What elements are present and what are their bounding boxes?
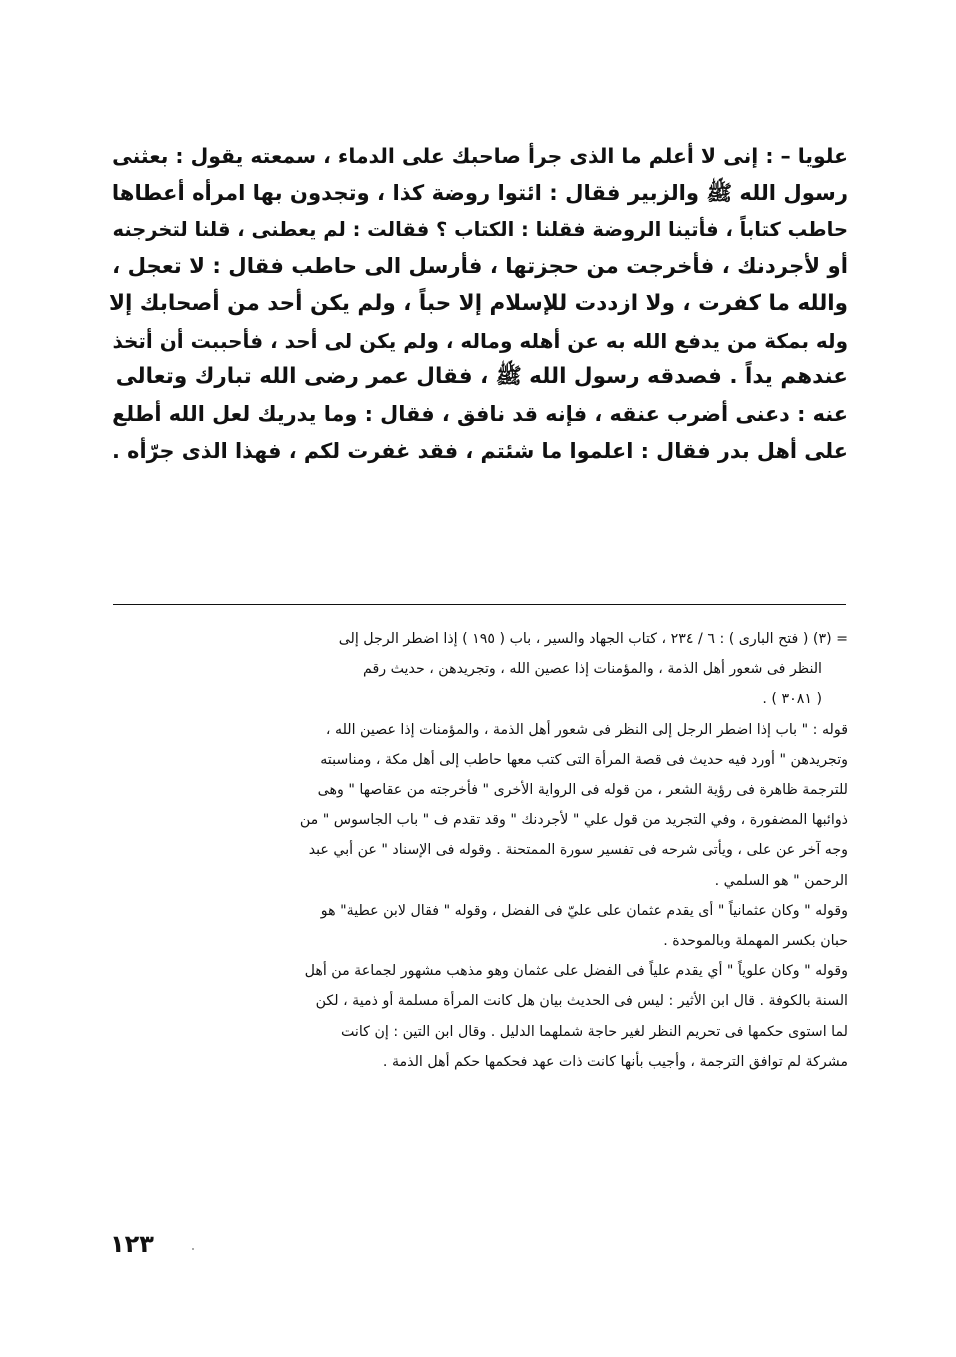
main-text-line: حاطب كتاباً ، فأتينا الروضة فقلنا : الكتاب ؟ فقالت : لم يعطنى ، قلنا لتخرجنه	[112, 217, 848, 241]
footnote-line: = (٣) ( فتح البارى ) : ٦ / ٢٣٤ ، كتاب الجهاد والسير ، باب ( ١٩٥ ) إذا اضطر الرجل إلى	[338, 631, 848, 647]
footnote-commentary	[108, 956, 848, 1077]
page-number: ١٢٣	[110, 1230, 154, 1258]
footnote-line: وقوله " وكان علوياً " أي يقدم علياً فى الفضل على عثمان وهو مذهب مشهور لجماعة من أهل	[304, 963, 848, 980]
footnote-line: لما استوى حكمها فى تحريم النظر لغير حاجة شملهما الدليل . وقال ابن التين : إن كانت	[340, 1023, 848, 1040]
footnote-line: النظر فى شعور أهل الذمة ، والمؤمنات إذا عصين الله ، وتجريدهن ، حديث رقم	[363, 661, 822, 678]
footnote-line: مشركة لم توافق الترجمة ، وأجيب بأنها كانت ذات عهد فحكمها حكم أهل الذمة .	[382, 1053, 848, 1070]
scan-speck	[192, 1248, 194, 1250]
main-text-line: عنه : دعنى أضرب عنقه ، فإنه قد نافق ، فقال : وما يدريك لعل الله أطلع	[112, 402, 848, 427]
main-text-line: علويا – : إنى لا أعلم ما الذى جرأ صاحبك على الدماء ، سمعته يقول : بعثنى	[112, 144, 848, 168]
footnote-line: وتجريدهن " أورد فيه حديث فى قصة المرأة التى كتب معها حاطب إلى أهل مكة ، ومناسبته	[320, 751, 848, 768]
main-text-line: أو لأجردنك ، فأخرجت من حجزتها ، فأرسل الى حاطب فقال : لا تعجل ،	[112, 253, 848, 279]
main-text-block	[108, 138, 848, 470]
footnote-commentary	[108, 896, 848, 956]
footnote-line: للترجمة ظاهرة فى رؤية الشعر ، من قوله فى الرواية الأخرى " فأخرجته من عقاصها " وهى	[317, 782, 848, 799]
main-text-line: عندهم يداً . فصدقه رسول الله ﷺ ، فقال عمر رضى الله تبارك وتعالى	[115, 364, 848, 390]
footnote-line: ذوائبها المضفورة ، وفي التجريد من قول علي " لأجردنك " وقد تقدم ف " باب الجاسوس " من	[299, 812, 848, 829]
footnote-line: حبان بكسر المهملة وبالموحدة .	[663, 933, 848, 950]
footnote-source	[108, 624, 848, 715]
footnote-divider	[113, 604, 846, 605]
footnotes-section	[108, 624, 848, 1077]
main-text-line: على أهل بدر فقال : اعلموا ما شئتم ، فقد غفرت لكم ، فهذا الذى جرّأه .	[112, 439, 848, 464]
footnote-line: الرحمن " هو السلمي .	[714, 872, 848, 889]
footnote-line: قوله : " باب إذا اضطر الرجل إلى النظر فى شعور أهل الذمة ، والمؤمنات إذا عصين الله ،	[325, 721, 848, 738]
main-text-line: وله بمكة من يدفع الله به عن أهله وماله ، ولم يكن لى أحد ، فأحببت أن أتخذ	[112, 328, 848, 353]
footnote-line: وجه آخر عن على ، ويأتى شرحه فى تفسير سورة الممتحنة . وقوله فى الإسناد " عن أبي عبد	[308, 842, 848, 859]
footnote-line: ( ٣٠٨١ ) .	[762, 691, 822, 708]
footnote-line: السنة بالكوفة . قال ابن الأثير : ليس فى الحديث بيان هل كانت المرأة مسلمة أو ذمية ، لكن	[315, 993, 848, 1010]
main-text-line: رسول الله ﷺ والزبير فقال : ائتوا روضة كذا ، وتجدون بها امرأه أعطاها	[111, 179, 848, 205]
main-text-line: والله ما كفرت ، ولا ازددت للإسلام إلا حباً ، ولم يكن أحد من أصحابك إلا	[108, 290, 848, 316]
footnote-line: وقوله " وكان عثمانياً " أى يقدم عثمان على عليّ فى الفضل ، وقوله " فقال لابن عطية" هو	[320, 902, 848, 919]
footnote-commentary	[108, 715, 848, 896]
